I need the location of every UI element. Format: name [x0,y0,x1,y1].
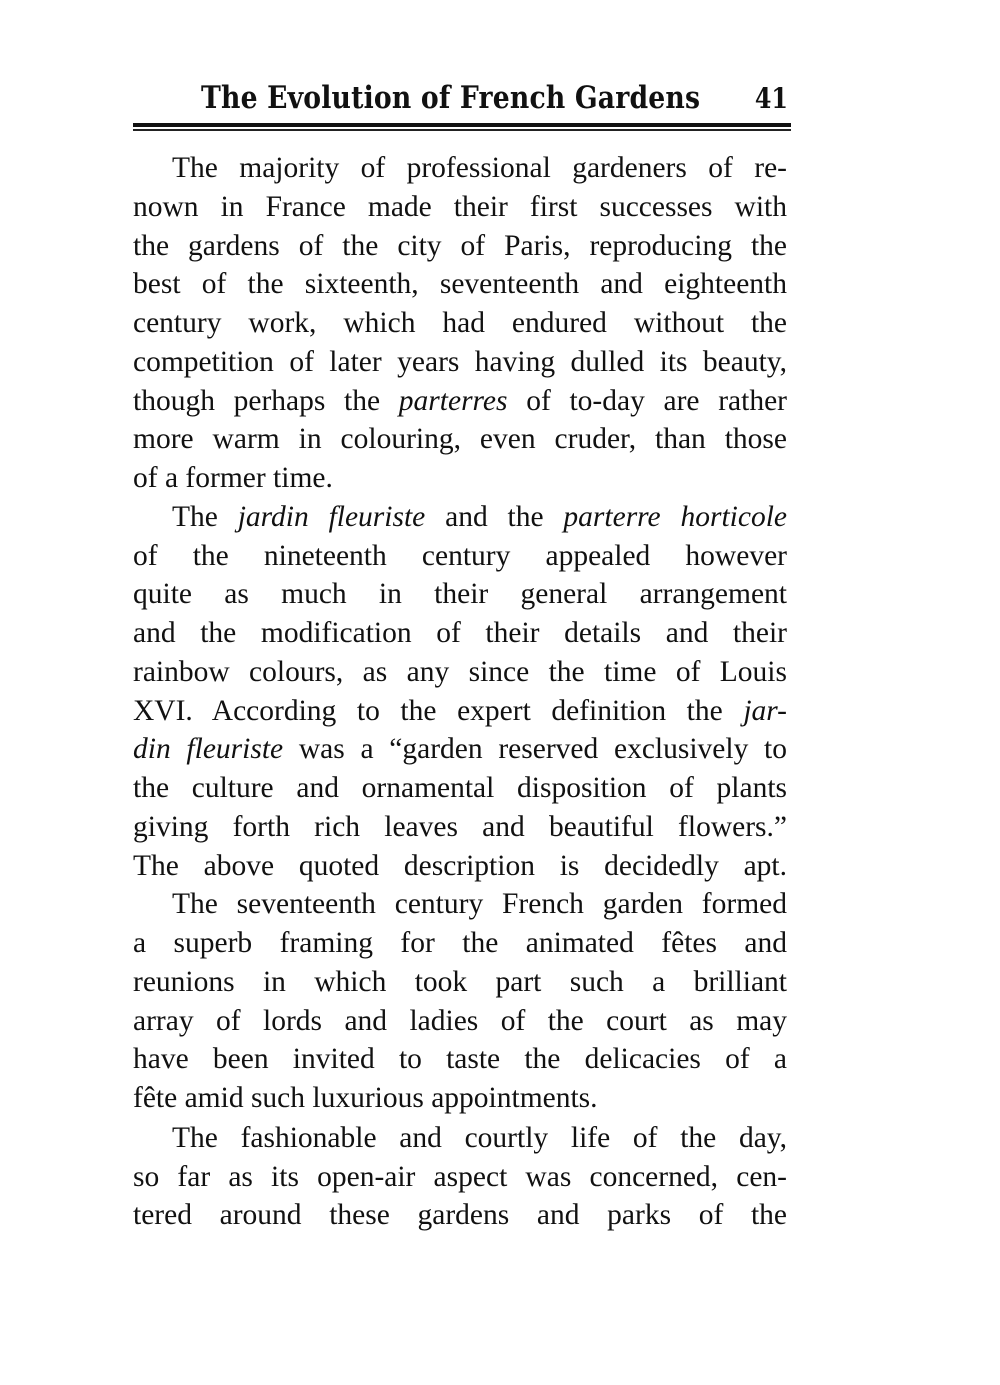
text-line [133,537,787,576]
text-line [133,304,787,343]
text-line [133,1002,787,1041]
text-line [133,265,787,304]
text-segment: and the modification of their details and their [133,617,787,649]
text-line [133,730,787,769]
text-segment: a superb framing for the animated fêtes and [133,927,787,959]
italic-text: din fleuriste [133,733,284,766]
text-line [133,847,787,886]
text-line [133,498,787,537]
text-segment: reunions in which took part such a brilliant [133,965,787,998]
text-line [133,808,787,847]
text-segment: The seventeenth century French garden formed [172,888,787,921]
text-segment: fête amid such luxurious appointments. [133,1082,598,1114]
text-line [133,343,787,382]
text-line [133,885,787,924]
text-segment: the gardens of the city of Paris, reproducing the [133,229,787,262]
text-segment: so far as its open-air aspect was concerned, cen- [133,1160,787,1193]
text-segment: array of lords and ladies of the court as may [133,1004,787,1037]
italic-text: parterres [398,384,508,417]
text-line [133,1040,787,1079]
text-segment: The fashionable and courtly life of the day, [172,1121,787,1154]
italic-text: jar- [743,694,787,727]
text-segment: tered around these gardens and parks of the [133,1199,787,1232]
text-line [133,1079,787,1118]
text-segment: of a former time. [133,462,333,494]
italic-text: parterre horticole [563,500,787,533]
text-segment: of to-day are rather [507,384,787,417]
text-segment: and the [425,500,564,533]
text-segment: The [172,500,238,533]
text-segment: nown in France made their first successes with [133,190,787,223]
text-segment: have been invited to taste the delicacies of a [133,1043,787,1076]
text-segment: rainbow colours, as any since the time of Louis [133,655,787,688]
text-line [133,1119,787,1158]
running-head-title: The Evolution of French Gardens [201,80,701,116]
header-rule-thick [133,123,791,127]
text-line [133,188,787,227]
page-number: 41 [754,82,788,115]
text-segment: best of the sixteenth, seventeenth and eighteenth [133,268,787,301]
text-line [133,227,787,266]
text-segment: of the nineteenth century appealed however [133,539,787,572]
text-segment: The majority of professional gardeners of re- [172,152,787,184]
text-segment: though perhaps the [133,384,399,417]
text-segment: century work, which had endured without the [133,307,787,339]
header-rule-thin [133,129,791,131]
text-line [133,769,787,808]
text-line [133,614,787,653]
text-line [133,924,787,963]
text-line [133,459,787,498]
text-line [133,692,787,731]
text-line [133,149,787,188]
text-line [133,382,787,421]
italic-text: jardin fleuriste [237,500,426,533]
text-line [133,1196,787,1235]
text-segment: the culture and ornamental disposition of plants [133,772,787,804]
text-segment: quite as much in their general arrangement [133,578,787,611]
text-line [133,653,787,692]
text-segment: The above quoted description is decidedly apt. [133,849,787,882]
body-text [133,149,787,1235]
text-segment: was a “garden reserved exclusively to [283,733,787,766]
text-line [133,963,787,1002]
text-segment: more warm in colouring, even cruder, than those [133,423,787,456]
text-line [133,575,787,614]
text-segment: competition of later years having dulled its beauty, [133,345,787,378]
text-line [133,420,787,459]
text-segment: XVI. According to the expert definition the [133,694,744,727]
text-segment: giving forth rich leaves and beautiful flowers.” [133,810,787,843]
running-head [133,80,790,120]
text-line [133,1158,787,1197]
